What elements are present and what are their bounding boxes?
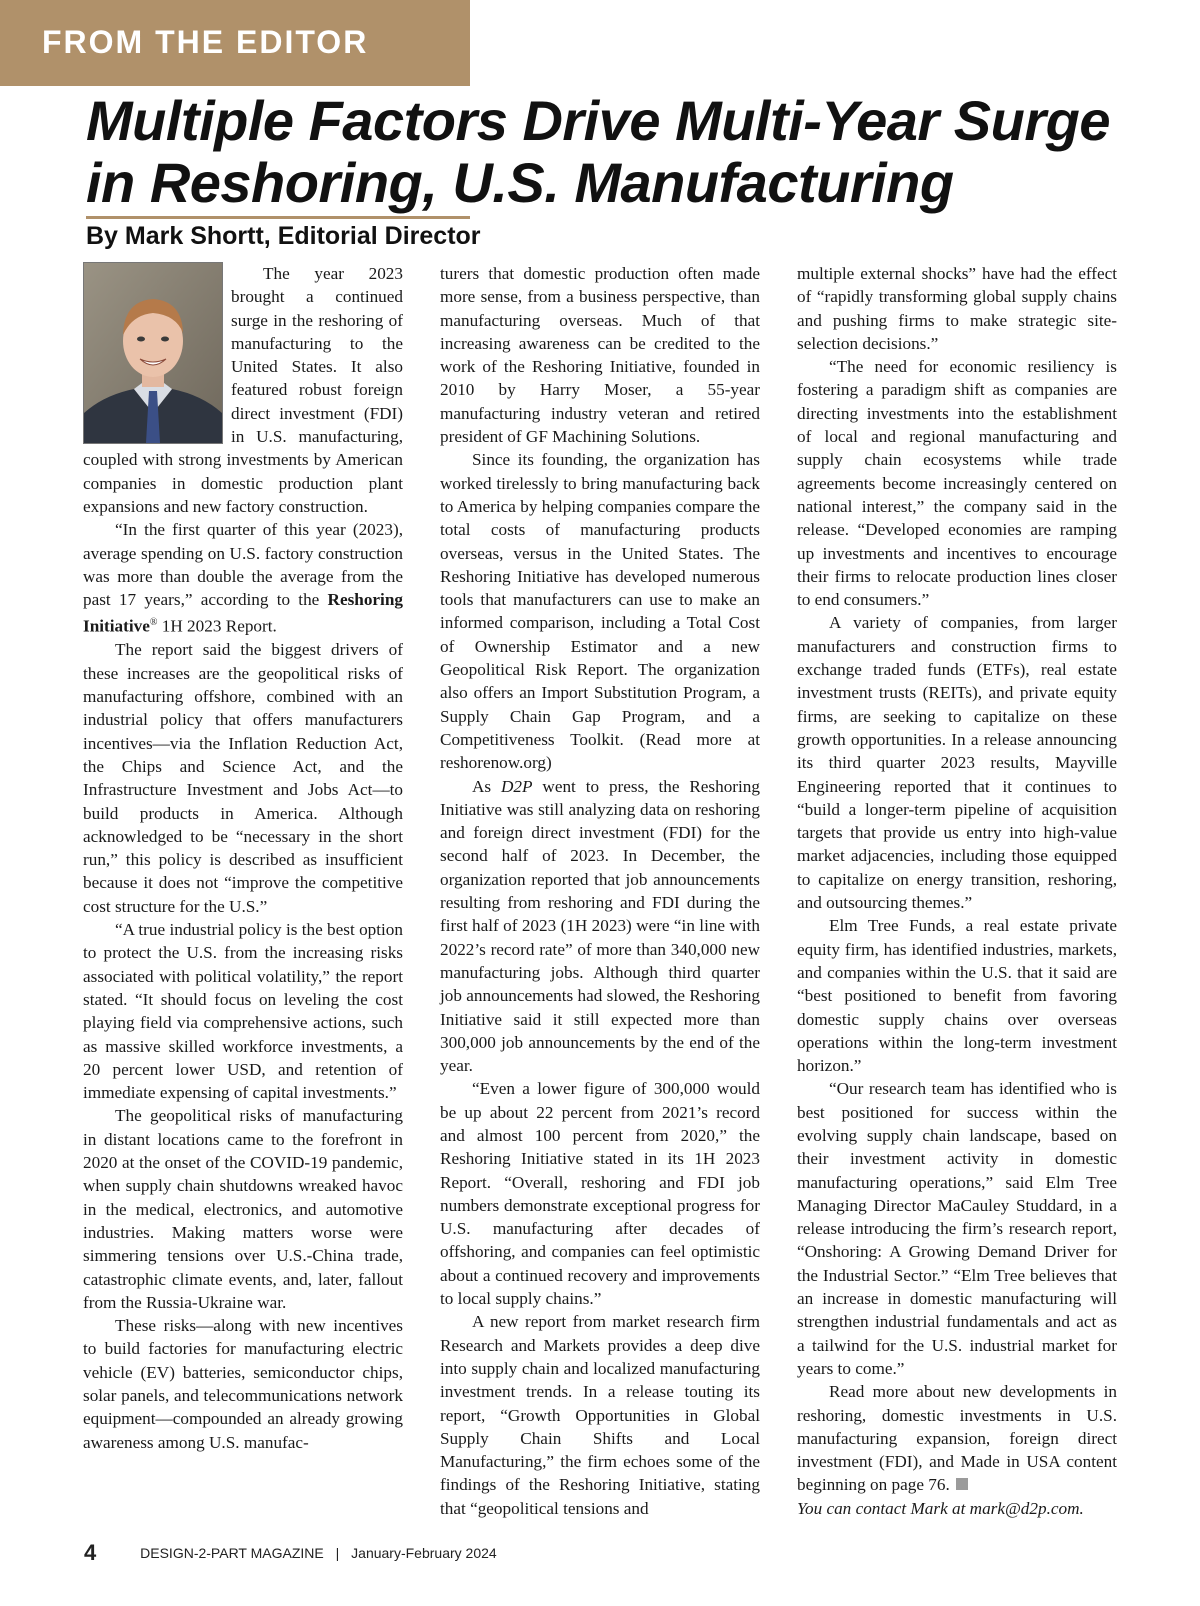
square-end-mark-icon [956,1478,968,1490]
headline-line-2: in Reshoring, U.S. Manufacturing [86,151,954,214]
paragraph [797,1380,1117,1496]
byline: By Mark Shortt, Editorial Director [86,222,481,250]
paragraph [440,775,760,1078]
author-photo [83,262,223,444]
article-column-1 [83,262,403,1454]
registered-mark: ® [149,617,158,629]
article-column-2 [440,262,760,1520]
byline-rule [86,216,470,219]
paragraph: multiple external shocks” have had the effect of “rapidly transforming global supply chains and pushing firms to make strategic site-selection decisions.” [797,264,1117,353]
paragraph-text: went to press, the Reshoring Initiative was still analyzing data on reshoring and foreign direct investment (FDI) for the second half of 2023. In December, the organization reported that job announcements resulting from reshoring and FDI during the first half of 2023 (1H 2023) were “in line with 2022’s record rate” of more than 340,000 new manufacturing jobs. Although third quarter job announcements had slowed, the Reshoring Initiative said it still expected more than 300,000 job announcements by the end of the year. [440,776,760,1076]
paragraph: A new report from market research firm Research and Markets provides a deep dive into supply chain and localized manufacturing investment trends. In a release touting its report, “Growth Opportunities in Global Supply Chain Shifts and Local Manufacturing,” the firm echoes some of the findings of the Reshoring Initiative, stating that “geopolitical tensions and [440,1312,760,1518]
paragraph: “Even a lower figure of 300,000 would be up about 22 percent from 2021’s record and almost 100 percent from 2020,” the Reshoring Initiative stated in its 1H 2023 Report. “Overall, reshoring and FDI job numbers demonstrate exceptional progress for U.S. manufacturing after decades of offshoring, and companies can feel optimistic about a continued recovery and improvements to local supply chains.” [440,1079,760,1309]
issue-date: January-February 2024 [351,1545,497,1561]
section-tab [0,0,470,86]
paragraph: “The need for economic resiliency is fostering a paradigm shift as companies are directing investments into the establishment of local and regional manufacturing and supply chain ecosystems while trade agreements become increasingly centered on national interest,” the company said in the release. “Developed economies are ramping up investments and incentives to encourage their firms to relocate production lines closer to end consumers.” [797,357,1117,610]
paragraph: turers that domestic production often made more sense, from a business perspective, than manufacturing overseas. Much of that increasing awareness can be credited to the work of the Reshoring Initiative, founded in 2010 by Harry Moser, a 55-year manufacturing industry veteran and retired president of GF Machining Solutions. [440,264,760,447]
article-column-3 [797,262,1117,1520]
paragraph: The report said the biggest drivers of these increases are the geopolitical risks of manufacturing offshore, combined with an industrial policy that offers manufacturers incentives—via the Inflation Reduction Act, the Chips and Science Act, and the Infrastructure Investment and Jobs Act—to build products in America. Although acknowledged to be “necessary in the short run,” this policy is described as insufficient because it does not “improve the competitive cost structure for the U.S.” [83,640,403,916]
paragraph: Elm Tree Funds, a real estate private equity firm, has identified industries, markets, and companies within the U.S. that it said are “best positioned to benefit from favoring domestic supply chains over overseas operations within the long-term investment horizon.” [797,916,1117,1076]
headline-line-1: Multiple Factors Drive Multi-Year Surge [86,89,1110,152]
magazine-name: DESIGN-2-PART MAGAZINE [140,1545,324,1561]
headline [86,90,1166,214]
paragraph [83,518,403,638]
paragraph: The year 2023 brought a continued surge in the reshoring of manufacturing to the United States. It also featured robust foreign direct investment (FDI) in U.S. manufacturing, coupled with strong investments by American companies in domestic production plant expansions and new factory construction. [83,264,403,516]
paragraph-text: As [472,776,501,796]
paragraph-text: “In the first quarter of this year (2023), average spending on U.S. factory construction was more than double the average from the past 17 years,” according to the [83,520,403,610]
reshoring-initiative-bold: Reshoring Initiative [83,590,403,637]
paragraph-text: 1H 2023 Report. [157,617,277,637]
paragraph: The geopolitical risks of manufacturing in distant locations came to the forefront in 2020 at the onset of the COVID-19 pandemic, when supply chain shutdowns wreaked havoc in the medical, electronics, and automotive industries. Making matters worse were simmering tensions over U.S.-China trade, catastrophic climate events, and, later, fallout from the Russia-Ukraine war. [83,1106,403,1312]
section-label: FROM THE EDITOR [42,24,369,60]
footer-separator: | [335,1545,340,1561]
paragraph-text: Read more about new developments in reshoring, domestic investments in U.S. manufacturing expansion, foreign direct investment (FDI), and Made in USA content beginning on page 76. [797,1382,1117,1495]
paragraph: “Our research team has identified who is best positioned for success within the evolving supply chain landscape, based on their investment activity in domestic manufacturing operations,” said Elm Tree Managing Director MaCauley Studdard, in a release introducing the firm’s research report, “Onshoring: A Growing Demand Driver for the Industrial Sector.” “Elm Tree believes that an increase in domestic manufacturing will strengthen industrial fundamentals and act as a tailwind for the U.S. industrial market for years to come.” [797,1079,1117,1378]
paragraph: Since its founding, the organization has worked tirelessly to bring manufacturing back to America by helping companies compare the total costs of manufacturing products overseas, versus in the United States. The Reshoring Initiative has developed numerous tools that manufacturers can use to make an informed comparison, including a Total Cost of Ownership Estimator and a new Geopolitical Risk Report. The organization also offers an Import Substitution Program, a Supply Chain Gap Program, and a Competitiveness Toolkit. (Read more at reshorenow.org) [440,450,760,773]
paragraph: “A true industrial policy is the best option to protect the U.S. from the increasing risks associated with political volatility,” the report stated. “It should focus on leveling the cost playing field via comprehensive actions, such as massive skilled workforce investments, a 20 percent lower USD, and retention of immediate expensing of capital investments.” [83,920,403,1103]
page-number: 4 [84,1540,97,1565]
paragraph: These risks—along with new incentives to build factories for manufacturing electric vehicle (EV) batteries, semiconductor chips, solar panels, and telecommunications network equipment—compounded an already growing awareness among U.S. manufac- [83,1316,403,1452]
d2p-italic: D2P [501,776,533,796]
paragraph: A variety of companies, from larger manufacturers and construction firms to exchange traded funds (ETFs), real estate investment trusts (REITs), and private equity firms, are seeking to capitalize on these growth opportunities. In a release announcing its third quarter 2023 results, Mayville Engineering reported that it continues to “build a longer-term pipeline of acquisition targets that provide us entry into high-value market adjacencies, including those equipped to capitalize on energy transition, reshoring, and outsourcing themes.” [797,613,1117,913]
contact-line: You can contact Mark at mark@d2p.com. [797,1498,1084,1518]
page-footer [84,1540,497,1566]
